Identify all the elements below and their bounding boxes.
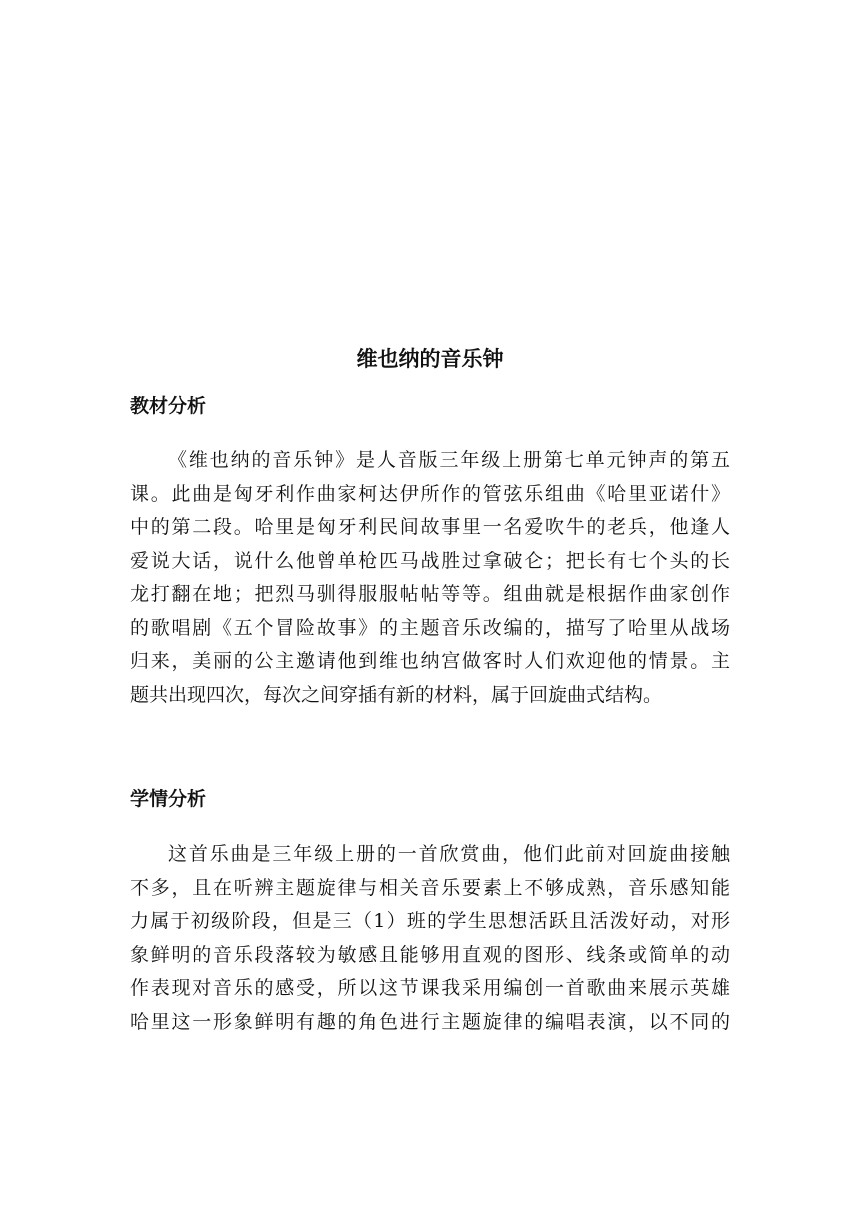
paragraph-line: 《维也纳的音乐钟》是人音版三年级上册第七单元钟声的第五 <box>168 449 730 471</box>
paragraph-line: 这首乐曲是三年级上册的一首欣赏曲，他们此前对回旋曲接触 <box>168 843 730 865</box>
paragraph-line: 归来，美丽的公主邀请他到维也纳宫做客时人们欢迎他的情景。主 <box>130 650 730 672</box>
textbook-analysis-paragraph <box>130 444 730 712</box>
paragraph-line: 不多，且在听辨主题旋律与相关音乐要素上不够成熟，音乐感知能 <box>130 876 730 899</box>
paragraph-line: 象鲜明的音乐段落较为敏感且能够用直观的图形、线条或简单的动 <box>130 943 730 966</box>
section-heading-learner-analysis: 学情分析 <box>130 788 207 810</box>
paragraph-line: 龙打翻在地；把烈马驯得服服帖帖等等。组曲就是根据作曲家创作 <box>130 583 730 605</box>
paragraph-line: 课。此曲是匈牙利作曲家柯达伊所作的管弦乐组曲《哈里亚诺什》 <box>130 482 730 505</box>
paragraph-line: 哈里这一形象鲜明有趣的角色进行主题旋律的编唱表演，以不同的 <box>130 1010 730 1033</box>
section-heading-textbook-analysis: 教材分析 <box>130 395 207 417</box>
paragraph-line: 爱说大话，说什么他曾单枪匹马战胜过拿破仑；把长有七个头的长 <box>130 549 730 572</box>
paragraph-line: 中的第二段。哈里是匈牙利民间故事里一名爱吹牛的老兵，他逢人 <box>130 516 730 538</box>
learner-analysis-paragraph <box>130 838 730 1039</box>
page-title: 维也纳的音乐钟 <box>356 347 504 371</box>
paragraph-line: 题共出现四次，每次之间穿插有新的材料，属于回旋曲式结构。 <box>130 683 663 706</box>
paragraph-line: 力属于初级阶段，但是三（1）班的学生思想活跃且活泼好动，对形 <box>130 910 730 932</box>
paragraph-line: 的歌唱剧《五个冒险故事》的主题音乐改编的，描写了哈里从战场 <box>130 616 730 639</box>
paragraph-line: 作表现对音乐的感受，所以这节课我采用编创一首歌曲来展示英雄 <box>130 977 730 999</box>
